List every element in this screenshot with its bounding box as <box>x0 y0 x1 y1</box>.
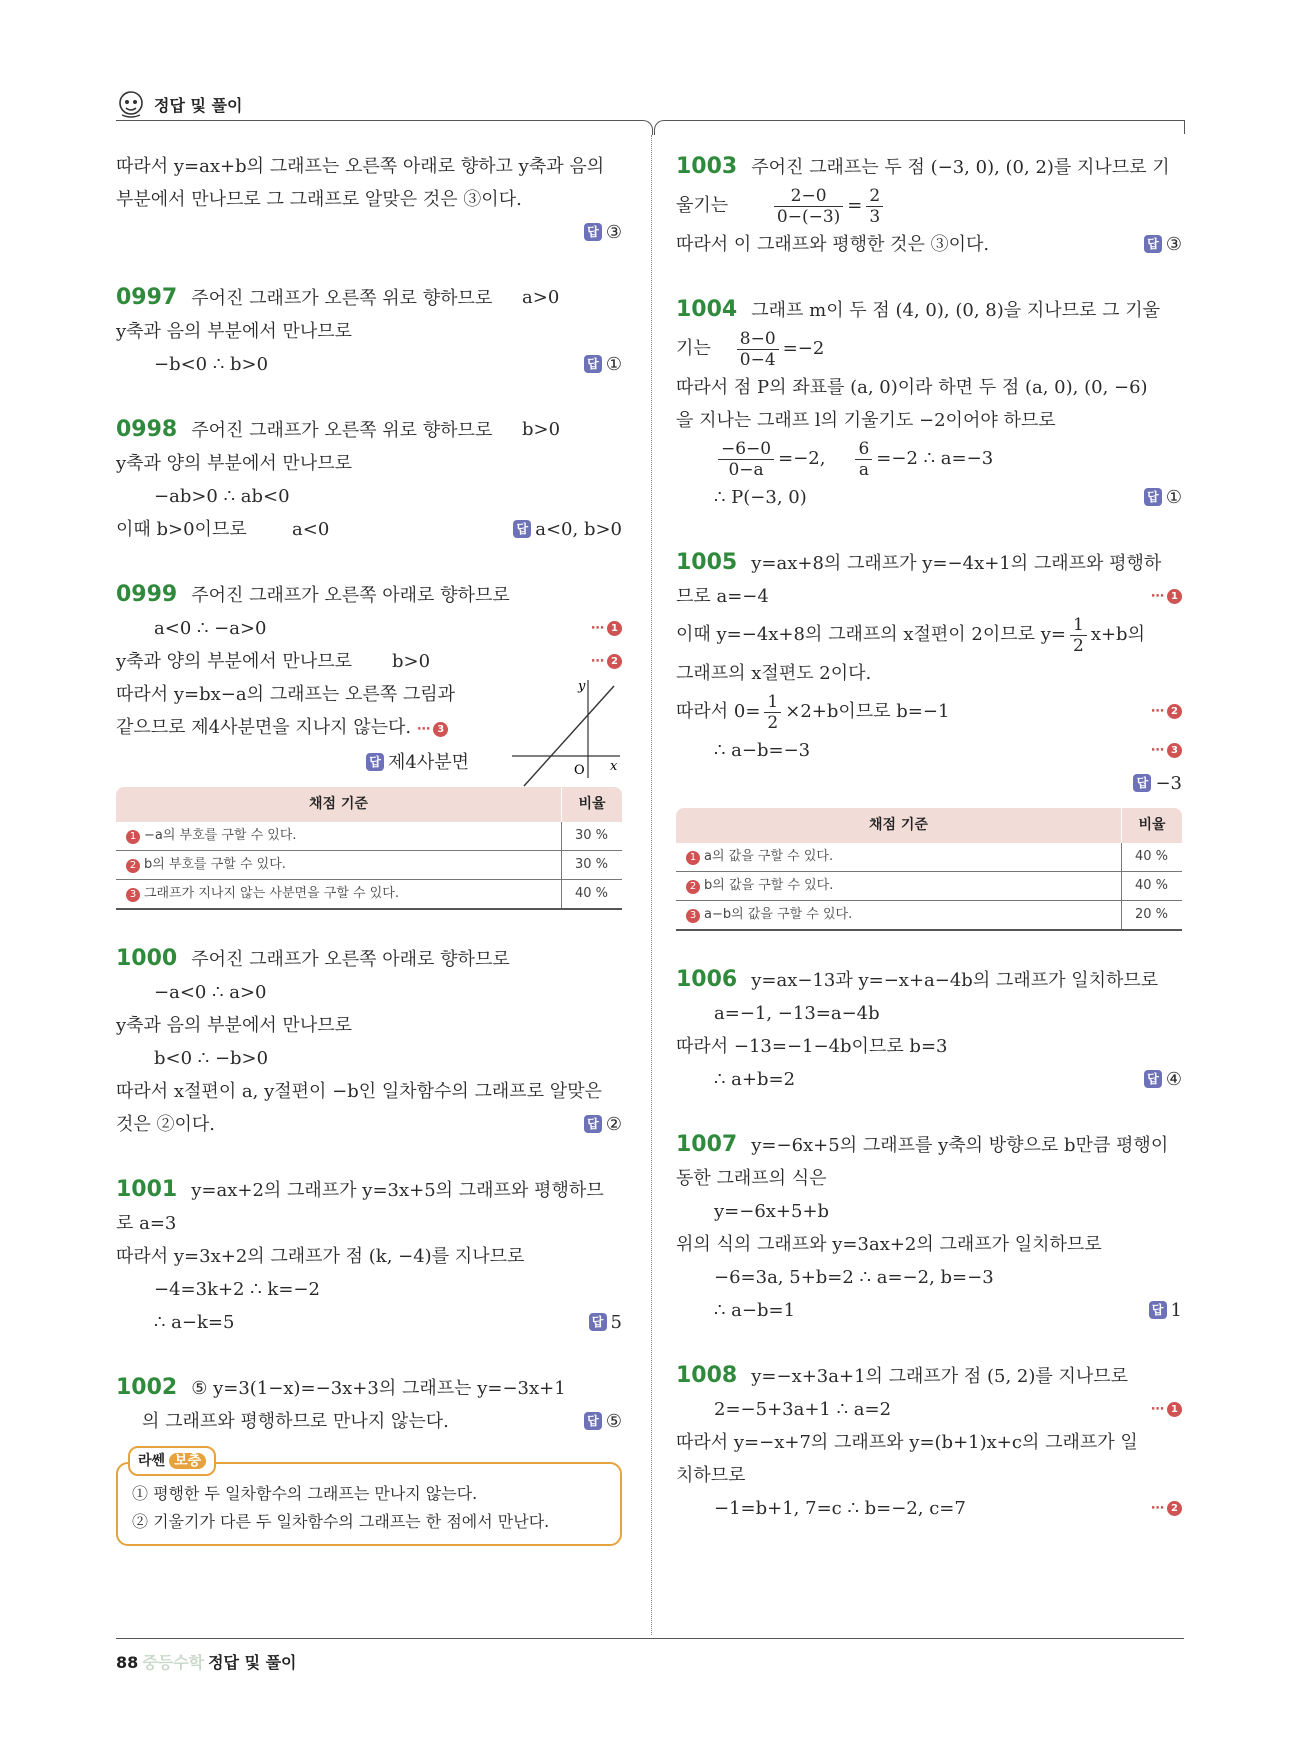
text-line: y축과 양의 부분에서 만나므로 <box>116 453 352 474</box>
problem-number: 1007 <box>676 1132 738 1157</box>
ratio-cell: 20 % <box>1122 901 1183 931</box>
answer-icon: 답 <box>1144 1070 1162 1088</box>
criteria-number: 3 <box>686 909 700 923</box>
note-badge: 보충 <box>169 1453 206 1469</box>
text: 주어진 그래프가 오른쪽 아래로 향하므로 <box>191 949 510 970</box>
step-marker-3: ⋯ 3 <box>1151 734 1182 767</box>
answer-icon: 답 <box>366 753 384 771</box>
page-header <box>116 86 242 122</box>
text-line: 기는 $\frac{8-0}{0-4}$ =−2 <box>676 328 825 370</box>
table-row <box>676 872 1182 901</box>
ratio-cell: 40 % <box>562 880 623 910</box>
text: 므로 a=−4 <box>676 586 769 607</box>
answer <box>584 1108 622 1141</box>
step-marker-3: ⋯ 3 <box>417 722 448 737</box>
table-row <box>676 901 1182 931</box>
note-tab <box>128 1446 216 1476</box>
problem-1008 <box>676 1359 1182 1393</box>
text: 주어진 그래프가 오른쪽 아래로 향하므로 <box>191 585 510 606</box>
answer-icon: 답 <box>1144 488 1162 506</box>
fraction: $\frac{6}{a}$ <box>855 439 872 480</box>
text-line <box>116 1405 622 1438</box>
supplement-note <box>116 1453 622 1546</box>
text-line: 이때 y=−4x+8의 그래프의 x절편이 2이므로 y= $\frac{1}{2}$ x+b의 <box>676 614 1145 656</box>
text-line: −6=3a, 5+b=2 ∴ a=−2, b=−3 <box>714 1267 994 1288</box>
text: 2=−5+3a+1 ∴ a=2 <box>714 1399 892 1420</box>
text: a<0 ∴ −a>0 <box>154 618 267 639</box>
problem-number: 0998 <box>116 417 178 442</box>
right-column <box>676 150 1182 1525</box>
text-line: $\frac{-6-0}{0-a}$ =−2, $\frac{6}{a}$ =−2 ∴ a=−3 <box>676 437 1182 481</box>
text-line <box>676 580 1182 613</box>
text: 이때 b>0이므로 <box>116 519 247 540</box>
problem-1005 <box>676 546 1182 580</box>
text-line <box>676 228 1182 261</box>
text: 의 그래프와 평행하므로 만나지 않는다. <box>142 1411 449 1432</box>
table-row <box>116 851 622 880</box>
answer-value: ① <box>605 354 622 375</box>
text-line: 을 지나는 그래프 l의 기울기도 −2이어야 하므로 <box>676 410 1056 431</box>
table-header-ratio: 비율 <box>562 787 623 822</box>
answer <box>584 1405 622 1438</box>
fraction: $\frac{-6-0}{0-a}$ <box>718 439 774 480</box>
problem-number: 1008 <box>676 1363 738 1388</box>
step-marker-1: ⋯ 1 <box>1151 1393 1182 1426</box>
ratio-cell: 30 % <box>562 822 623 851</box>
text-line <box>116 513 622 546</box>
problem-number: 1006 <box>676 967 738 992</box>
page-number: 88 <box>116 1653 139 1672</box>
text-line: −a<0 ∴ a>0 <box>154 982 267 1003</box>
answer-line <box>676 767 1182 800</box>
answer-value: ④ <box>1165 1069 1182 1090</box>
answer <box>1149 1294 1182 1327</box>
step-marker-2: ⋯ 2 <box>1151 690 1182 734</box>
answer-value: 1 <box>1170 1300 1182 1321</box>
text: ∴ P(−3, 0) <box>714 487 807 508</box>
axis-label-x: x <box>610 759 618 774</box>
text-line <box>116 1306 622 1339</box>
problem-number: 0997 <box>116 285 178 310</box>
text: ∴ a−b=1 <box>714 1300 796 1321</box>
problem-number: 1003 <box>676 154 738 179</box>
note-line: ② 기울기가 다른 두 일차함수의 그래프는 한 점에서 만난다. <box>132 1512 550 1531</box>
answer-icon: 답 <box>1144 235 1162 253</box>
problem-number: 1004 <box>676 297 738 322</box>
fraction: $\frac{8-0}{0-4}$ <box>737 329 779 370</box>
text-line <box>116 645 622 678</box>
text-line: 위의 식의 그래프와 y=3ax+2의 그래프가 일치하므로 <box>676 1234 1102 1255</box>
text-line: y축과 음의 부분에서 만나므로 <box>116 321 352 342</box>
text-line: 따라서 x절편이 a, y절편이 −b인 일차함수의 그래프로 알맞은 <box>116 1081 602 1102</box>
answer <box>366 746 469 779</box>
text: y=−6x+5의 그래프를 y축의 방향으로 b만큼 평행이 <box>751 1135 1169 1156</box>
text: 따라서 이 그래프와 평행한 것은 ③이다. <box>676 234 990 255</box>
criteria-number: 1 <box>686 851 700 865</box>
scoring-table-1005 <box>676 808 1182 931</box>
criteria-text: a−b의 값을 구할 수 있다. <box>704 907 853 922</box>
graph-figure <box>502 678 622 788</box>
criteria-text: −a의 부호를 구할 수 있다. <box>144 828 297 843</box>
criteria-number: 2 <box>126 859 140 873</box>
text: b>0 <box>522 419 561 440</box>
text: −1=b+1, 7=c ∴ b=−2, c=7 <box>714 1498 966 1519</box>
text: ⑤ y=3(1−x)=−3x+3의 그래프는 y=−3x+1 <box>191 1378 566 1399</box>
answer <box>1144 1063 1182 1096</box>
table-header-criteria: 채점 기준 <box>116 787 562 822</box>
fraction: $\frac{1}{2}$ <box>764 692 781 733</box>
text-line: −ab>0 ∴ ab<0 <box>154 486 290 507</box>
text-line: 울기는 $\frac{2-0}{0-(-3)}$ = $\frac{2}{3}$ <box>676 184 1182 228</box>
problem-0999 <box>116 578 622 779</box>
text: 주어진 그래프는 두 점 (−3, 0), (0, 2)를 지나므로 기 <box>751 157 1170 178</box>
answer-icon: 답 <box>589 1313 607 1331</box>
text-line: 따라서 0= $\frac{1}{2}$ ×2+b이므로 b=−1 ⋯ 2 <box>676 690 1182 734</box>
table-row <box>116 822 622 851</box>
fraction: $\frac{2}{3}$ <box>866 186 883 227</box>
text: y=ax+8의 그래프가 y=−4x+1의 그래프와 평행하 <box>751 553 1162 574</box>
answer-value: ② <box>605 1114 622 1135</box>
problem-number: 1000 <box>116 946 178 971</box>
text: y축과 양의 부분에서 만나므로 <box>116 651 352 672</box>
text-line: 로 a=3 <box>116 1213 177 1234</box>
right-frame-edge <box>1172 120 1185 134</box>
text-line: 따라서 −13=−1−4b이므로 b=3 <box>676 1036 948 1057</box>
text-line: y축과 음의 부분에서 만나므로 <box>116 1015 352 1036</box>
answer-value: ③ <box>605 222 622 243</box>
answer <box>584 348 622 381</box>
text-line <box>676 1063 1182 1096</box>
text: ∴ a−b=−3 <box>714 740 811 761</box>
text: a<0 <box>292 519 330 540</box>
scoring-table-0999 <box>116 787 622 910</box>
ratio-cell: 40 % <box>1122 843 1183 872</box>
answer <box>513 513 622 546</box>
answer-value: a<0, b>0 <box>535 519 622 540</box>
text-line <box>676 481 1182 514</box>
right-frame <box>654 120 1185 135</box>
text-line: y=−6x+5+b <box>714 1201 830 1222</box>
text-line <box>676 1492 1182 1525</box>
table-header-criteria: 채점 기준 <box>676 808 1122 843</box>
problem-number: 0999 <box>116 582 178 607</box>
text: 주어진 그래프가 오른쪽 위로 향하므로 <box>191 420 493 441</box>
criteria-number: 3 <box>126 888 140 902</box>
answer-value: ③ <box>1165 234 1182 255</box>
step-marker-1: ⋯ 1 <box>1151 580 1182 613</box>
criteria-text: a의 값을 구할 수 있다. <box>704 849 834 864</box>
text-line: 따라서 y=3x+2의 그래프가 점 (k, −4)를 지나므로 <box>116 1246 525 1267</box>
text-line: b<0 ∴ −b>0 <box>154 1048 269 1069</box>
problem-1007 <box>676 1128 1182 1162</box>
text: 같으므로 제4사분면을 지나지 않는다. <box>116 717 412 738</box>
text: −b<0 ∴ b>0 <box>154 354 269 375</box>
answer-icon: 답 <box>1149 1301 1167 1319</box>
answer <box>584 216 622 249</box>
header-title: 정답 및 풀이 <box>154 95 243 115</box>
answer <box>1133 767 1182 800</box>
text: 울기는 <box>676 195 729 216</box>
text-line: 부분에서 만나므로 그 그래프로 알맞은 것은 ③이다. <box>116 189 522 210</box>
text-line: 따라서 y=−x+7의 그래프와 y=(b+1)x+c의 그래프가 일 <box>676 1432 1138 1453</box>
text: b>0 <box>392 651 431 672</box>
problem-number: 1002 <box>116 1375 178 1400</box>
problem-1004 <box>676 293 1182 327</box>
problem-0998 <box>116 413 622 447</box>
answer-icon: 답 <box>513 520 531 538</box>
answer-line <box>116 216 622 249</box>
text-line: 치하므로 <box>676 1465 746 1486</box>
ratio-cell: 30 % <box>562 851 623 880</box>
answer-icon: 답 <box>584 1115 602 1133</box>
text-line: 따라서 y=bx−a의 그래프는 오른쪽 그림과 <box>116 684 456 705</box>
left-frame <box>116 120 653 135</box>
axis-label-y: y <box>578 679 586 694</box>
step-marker-2: ⋯ 2 <box>1151 1492 1182 1525</box>
text-line: 그래프의 x절편도 2이다. <box>676 663 872 684</box>
answer <box>1144 228 1182 261</box>
problem-number: 1001 <box>116 1177 178 1202</box>
ratio-cell: 40 % <box>1122 872 1183 901</box>
problem-1000 <box>116 942 622 976</box>
answer-value: 제4사분면 <box>388 752 470 773</box>
answer <box>1144 481 1182 514</box>
criteria-number: 2 <box>686 880 700 894</box>
problem-1006 <box>676 963 1182 997</box>
answer-icon: 답 <box>584 355 602 373</box>
text-line: −4=3k+2 ∴ k=−2 <box>154 1279 320 1300</box>
answer <box>589 1306 622 1339</box>
page-footer <box>116 1650 297 1673</box>
fraction: $\frac{2-0}{0-(-3)}$ <box>774 186 843 227</box>
answer-value: ⑤ <box>605 1411 622 1432</box>
column-divider <box>651 135 652 1635</box>
answer-value: ① <box>1165 487 1182 508</box>
criteria-text: b의 값을 구할 수 있다. <box>704 878 834 893</box>
text-line: 동한 그래프의 식은 <box>676 1168 827 1189</box>
answer-icon: 답 <box>584 1412 602 1430</box>
criteria-text: 그래프가 지나지 않는 사분면을 구할 수 있다. <box>144 886 399 901</box>
text-line <box>116 612 622 645</box>
table-row <box>676 843 1182 872</box>
text-line: 따라서 y=ax+b의 그래프는 오른쪽 아래로 향하고 y축과 음의 <box>116 156 605 177</box>
text: y=ax+2의 그래프가 y=3x+5의 그래프와 평행하므 <box>191 1180 604 1201</box>
text-line: 따라서 점 P의 좌표를 (a, 0)이라 하면 두 점 (a, 0), (0, −6) <box>676 377 1148 398</box>
text-line <box>676 1294 1182 1327</box>
step-marker-2: ⋯ 2 <box>591 645 622 678</box>
text-line: a=−1, −13=a−4b <box>714 1003 880 1024</box>
text: a>0 <box>522 287 560 308</box>
text-line <box>676 734 1182 767</box>
text-line <box>116 1108 622 1141</box>
note-tab-label: 라쎈 <box>138 1453 166 1469</box>
text-line <box>116 348 622 381</box>
answer-value: −3 <box>1155 773 1182 794</box>
left-column <box>116 150 622 1546</box>
footer-title: 정답 및 풀이 <box>208 1653 297 1672</box>
problem-1001 <box>116 1173 622 1207</box>
step-marker-1: ⋯ 1 <box>591 612 622 645</box>
table-row <box>116 880 622 910</box>
problem-0997 <box>116 281 622 315</box>
problem-number: 1005 <box>676 550 738 575</box>
text: 그래프 m이 두 점 (4, 0), (0, 8)을 지나므로 그 기울 <box>751 300 1161 321</box>
text: 것은 ②이다. <box>116 1114 215 1135</box>
text: y=ax−13과 y=−x+a−4b의 그래프가 일치하므로 <box>751 970 1159 991</box>
answer-value: 5 <box>610 1312 622 1333</box>
text-line <box>676 1393 1182 1426</box>
origin-label: O <box>574 763 585 778</box>
problem-1002 <box>116 1371 622 1405</box>
criteria-text: b의 부호를 구할 수 있다. <box>144 857 286 872</box>
text: 주어진 그래프가 오른쪽 위로 향하므로 <box>191 288 493 309</box>
footer-rule <box>116 1638 1184 1639</box>
text: 기는 <box>676 338 711 359</box>
answer-icon: 답 <box>584 223 602 241</box>
criteria-number: 1 <box>126 830 140 844</box>
text: ∴ a+b=2 <box>714 1069 796 1090</box>
fraction: $\frac{1}{2}$ <box>1070 615 1087 656</box>
text: ∴ a−k=5 <box>154 1312 235 1333</box>
note-line: ① 평행한 두 일차함수의 그래프는 만나지 않는다. <box>132 1484 478 1503</box>
text-line <box>116 578 622 612</box>
footer-watermark: 중등수학 <box>142 1653 205 1672</box>
text: y=−x+3a+1의 그래프가 점 (5, 2)를 지나므로 <box>751 1366 1129 1387</box>
problem-1003 <box>676 150 1182 184</box>
answer-icon: 답 <box>1133 774 1151 792</box>
table-header-ratio: 비율 <box>1122 808 1183 843</box>
mascot-icon <box>116 89 146 119</box>
